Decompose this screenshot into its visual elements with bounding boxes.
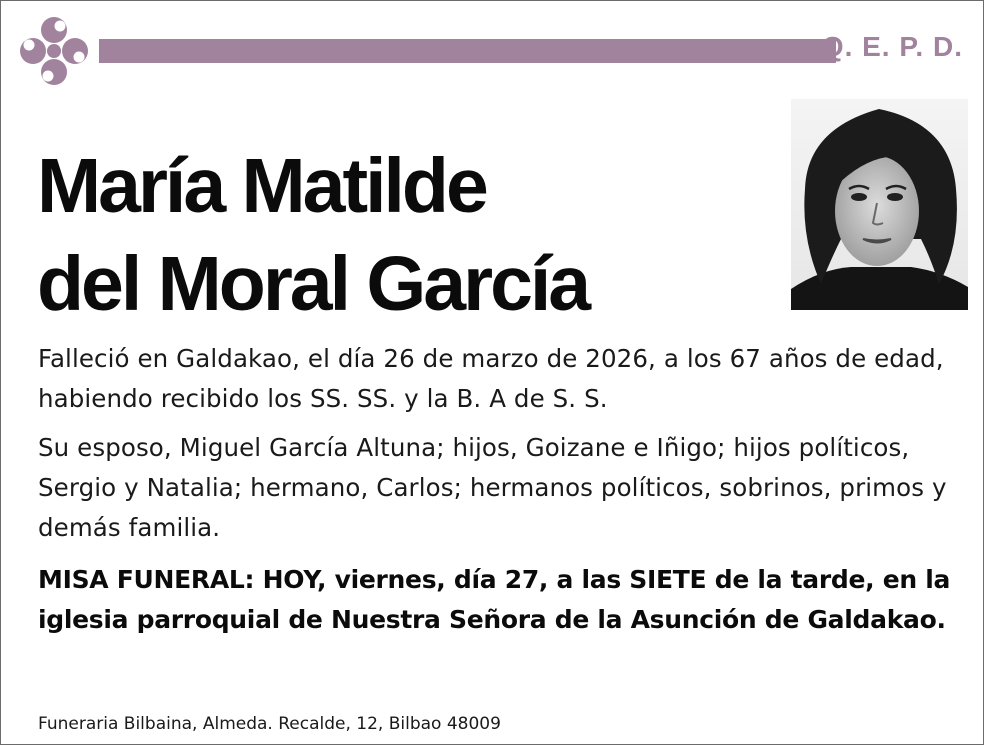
funeral-home: Funeraria Bilbaina, Almeda. Recalde, 12, Bilbao 48009 <box>38 714 501 734</box>
death-info: Falleció en Galdakao, el día 26 de marzo de 2026, a los 67 años de edad, habiendo recibido los SS. SS. y la B. A de S. S. <box>38 344 944 413</box>
funeral-mass-info: MISA FUNERAL: HOY, viernes, día 27, a las SIETE de la tarde, en la iglesia parroquial de Nuestra Señora de la Asunción de Galdakao. <box>38 565 951 634</box>
header-bar <box>99 39 836 63</box>
lauburu-icon <box>16 13 92 89</box>
name-line-2: del Moral García <box>37 241 589 327</box>
portrait-photo <box>791 99 968 310</box>
family-list: Su esposo, Miguel García Altuna; hijos, Goizane e Iñigo; hijos políticos, Sergio y Natalia; hermano, Carlos; hermanos políticos, sobrinos, primos y demás familia. <box>38 433 947 542</box>
deceased-name <box>37 137 588 333</box>
qepd-label: Q. E. P. D. <box>821 31 963 62</box>
name-line-1: María Matilde <box>37 143 486 229</box>
